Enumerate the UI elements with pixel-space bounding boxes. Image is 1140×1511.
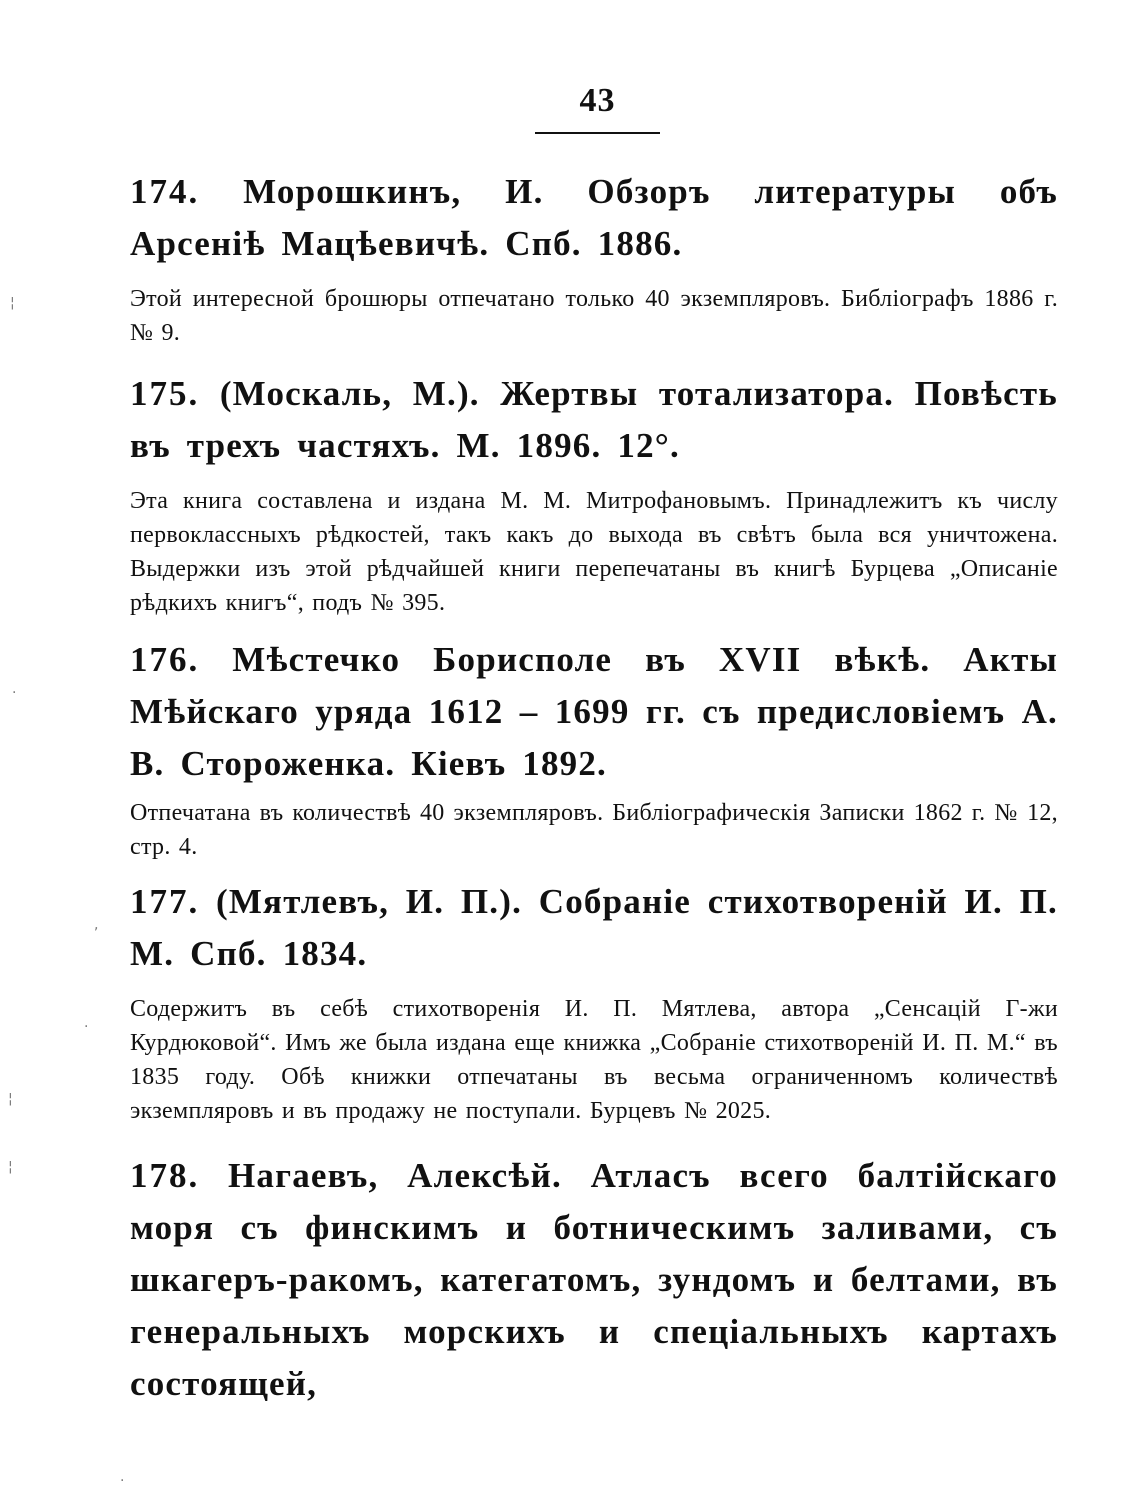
entry-title: [130, 166, 1058, 270]
scan-speck: ¦: [10, 295, 15, 311]
entry-title-text: Мѣстечко Борисполе въ XVII вѣкѣ. Акты Мѣйскаго уряда 1612 – 1699 гг. съ предисловіемъ А. В. Стороженка. Кіевъ 1892.: [130, 640, 1058, 783]
entry-note: Этой интересной брошюры отпечатано только 40 экземпляровъ. Библіографъ 1886 г. № 9.: [130, 286, 1058, 346]
entry-title-text: Нагаевъ, Алексѣй. Атласъ всего балтійскаго моря съ финскимъ и ботническимъ заливами, съ шкагеръ-ракомъ, категатомъ, зундомъ и белтами, въ генеральныхъ морскихъ и спеціальныхъ картахъ состоящей,: [130, 1156, 1059, 1403]
entry-title-text: (Москаль, М.). Жертвы тотализатора. Повѣсть въ трехъ частяхъ. М. 1896. 12°.: [130, 374, 1059, 465]
page-number: 43: [579, 82, 616, 119]
scan-speck: ·: [12, 685, 17, 701]
bibliography-entry-176: [130, 634, 1058, 864]
entry-title: [130, 368, 1058, 472]
entry-number: 178.: [130, 1156, 200, 1195]
entry-number: 174.: [130, 172, 200, 211]
scan-speck: ·: [84, 1019, 89, 1035]
entry-number: 176.: [130, 640, 200, 679]
bibliography-entry-177: [130, 876, 1058, 1128]
entry-number: 177.: [130, 882, 200, 921]
bibliography-entry-178: [130, 1150, 1058, 1410]
scan-speck: ·: [120, 1473, 125, 1489]
entry-title: [130, 634, 1058, 790]
bibliography-entries: [130, 166, 1058, 1410]
entry-title: [130, 876, 1058, 980]
page-number-rule: [535, 132, 660, 134]
scan-speck: ¦: [8, 1091, 13, 1107]
entry-number: 175.: [130, 374, 200, 413]
entry-title: [130, 1150, 1058, 1410]
entry-note: Отпечатана въ количествѣ 40 экземпляровъ. Библіографическія Записки 1862 г. № 12, стр. 4.: [130, 800, 1058, 860]
bibliography-entry-175: [130, 368, 1058, 620]
entry-note: Содержитъ въ себѣ стихотворенія И. П. Мятлева, автора „Сенсацій Г-жи Курдюковой“. Имъ же была издана еще книжка „Собраніе стихотвореній И. П. М.“ въ 1835 году. Обѣ книжки отпечатаны въ весьма ограниченномъ количествѣ экземпляровъ и въ продажу не поступали. Бурцевъ № 2025.: [130, 996, 1058, 1124]
entry-title-text: Морошкинъ, И. Обзоръ литературы объ Арсеніѣ Мацѣевичѣ. Спб. 1886.: [130, 172, 1058, 263]
scan-speck: ,: [94, 917, 99, 933]
bibliography-entry-174: [130, 166, 1058, 350]
scan-speck: ¦: [8, 1159, 13, 1175]
entry-title-text: (Мятлевъ, И. П.). Собраніе стихотвореній И. П. М. Спб. 1834.: [130, 882, 1059, 973]
entry-note: Эта книга составлена и издана М. М. Митрофановымъ. Принадлежитъ къ числу первоклассныхъ рѣдкостей, такъ какъ до выхода въ свѣтъ была вся уничтожена. Выдержки изъ этой рѣдчайшей книги перепечатаны въ книгѣ Бурцева „Описаніе рѣдкихъ книгъ“, подъ № 395.: [130, 488, 1058, 616]
